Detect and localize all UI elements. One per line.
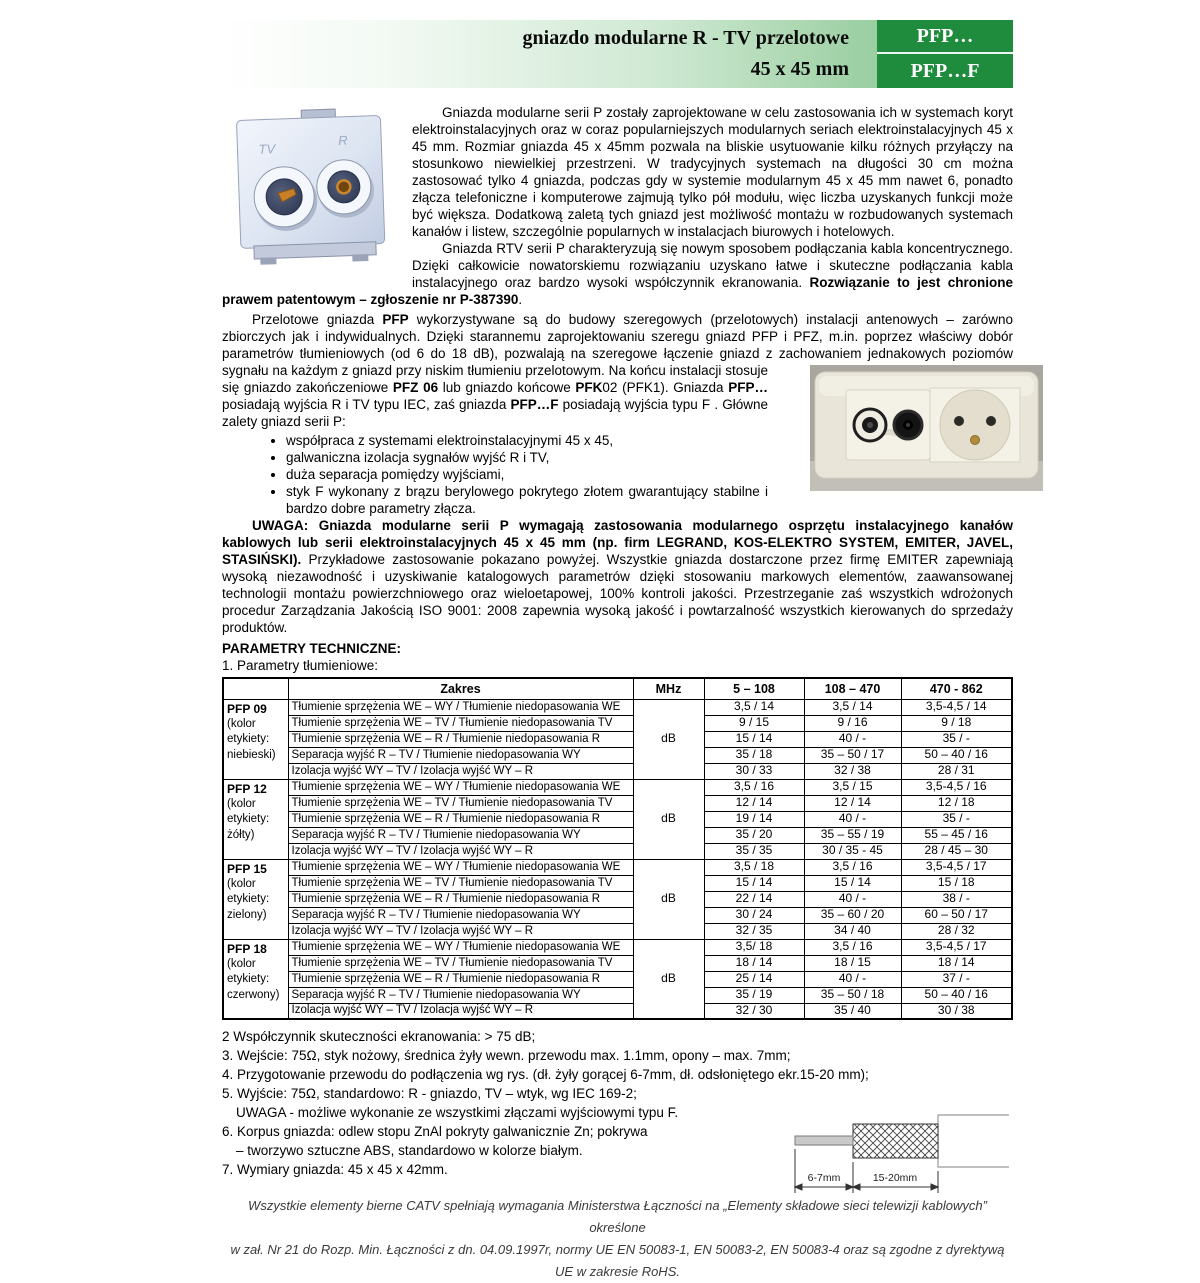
- value-cell: 35 – 60 / 20: [804, 907, 901, 923]
- value-cell: 15 / 14: [704, 875, 804, 891]
- intro-p2-text: Gniazda RTV serii P charakteryzują się nowym sposobem podłączania kabla koncentrycznego. Dzięki całkowicie nowatorskiemu rozwiązaniu uzyskano łatwe i skuteczne podłączania kabla instalacyjnego oraz bardzo wysoki współczynnik ekranowania.: [412, 241, 1013, 290]
- parameter-label-cell: Tłumienie sprzężenia WE – TV / Tłumienie niedopasowania TV: [288, 715, 633, 731]
- value-cell: 12 / 14: [804, 795, 901, 811]
- note-line: 5. Wyjście: 75Ω, standardowo: R - gniazdo, TV – wtyk, wg IEC 169-2;: [222, 1086, 637, 1101]
- value-cell: 15 / 14: [704, 731, 804, 747]
- product-group-name: PFP 15: [227, 861, 267, 876]
- value-cell: 3,5-4,5 / 17: [901, 859, 1012, 875]
- footer-line1: Wszystkie elementy bierne CATV spełniają wymagania Ministerstwa Łączności na „Elementy składowe sieci telewizji kablowych” określone: [248, 1198, 987, 1235]
- table-header-cell: MHz: [633, 678, 704, 699]
- value-cell: 32 / 30: [704, 1003, 804, 1019]
- parameter-label-cell: Izolacja wyjść WY – TV / Izolacja wyjść WY – R: [288, 763, 633, 779]
- value-cell: 9 / 15: [704, 715, 804, 731]
- parameter-label-cell: Izolacja wyjść WY – TV / Izolacja wyjść WY – R: [288, 923, 633, 939]
- bracket-foot-left: [260, 257, 276, 265]
- pfp-bold-pfp: PFP: [382, 312, 409, 327]
- value-cell: 35 – 55 / 19: [804, 827, 901, 843]
- table-header-blank: [223, 678, 288, 699]
- value-cell: 55 – 45 / 16: [901, 827, 1012, 843]
- intro-p2-period: .: [518, 292, 523, 307]
- table-header-cell: 5 – 108: [704, 678, 804, 699]
- table-row: [223, 907, 1012, 923]
- value-cell: 35 / -: [901, 811, 1012, 827]
- value-cell: 50 – 40 / 16: [901, 747, 1012, 763]
- value-cell: 35 / 35: [704, 843, 804, 859]
- unit-cell: dB: [633, 939, 704, 1019]
- value-cell: 3,5 / 16: [804, 939, 901, 955]
- note-line: 7. Wymiary gniazda: 45 x 45 x 42mm.: [222, 1162, 448, 1177]
- pfp-f3: wykorzystywane są do budowy szeregowych (przelotowych) instalacji antenowych – zarówno zbiorczych jak i indywidualnych. Dzięki starannemu zaprojektowaniu szeregu gniazd PFP i PFZ, m.in. poprzez właściwy dobór parametrów tłumieniowych (od 6 do 18 dB), pozwalają na szeregowe łączenie gniazd z zachowaniem jednakowych poziomów sygnału na każdym z gniazd przy niskim: [222, 312, 1013, 378]
- tv-label: TV: [258, 141, 276, 157]
- table-row: [223, 827, 1012, 843]
- value-cell: 35 / 19: [704, 987, 804, 1003]
- value-cell: 3,5 / 14: [704, 699, 804, 715]
- value-cell: 30 / 24: [704, 907, 804, 923]
- feature-item: • duża separacja pomiędzy wyjściami,: [286, 466, 1013, 483]
- pfp-f12: posiadają wyjścia typu F . Główne zalety gniazd serii P:: [222, 397, 768, 429]
- value-cell: 38 / -: [901, 891, 1012, 907]
- table-row: [223, 779, 1012, 795]
- table-row: [223, 875, 1012, 891]
- parameter-label-cell: Izolacja wyjść WY – TV / Izolacja wyjść WY – R: [288, 1003, 633, 1019]
- parameter-label-cell: Tłumienie sprzężenia WE – WY / Tłumienie niedopasowania WE: [288, 859, 633, 875]
- unit-cell: dB: [633, 779, 704, 859]
- value-cell: 28 / 32: [901, 923, 1012, 939]
- pfp-paragraph: [222, 311, 1013, 430]
- product-group-cell: [223, 939, 288, 1019]
- table-row: [223, 955, 1012, 971]
- value-cell: 3,5 / 18: [704, 859, 804, 875]
- table-row: [223, 939, 1012, 955]
- table-header-cell: 108 – 470: [804, 678, 901, 699]
- product-photo: [222, 104, 398, 280]
- table-row: [223, 747, 1012, 763]
- parameter-label-cell: Separacja wyjść R – TV / Tłumienie niedopasowania WY: [288, 907, 633, 923]
- cable-prep-diagram: [793, 1103, 1013, 1201]
- value-cell: 60 – 50 / 17: [901, 907, 1012, 923]
- value-cell: 12 / 18: [901, 795, 1012, 811]
- table-row: [223, 859, 1012, 875]
- value-cell: 32 / 35: [704, 923, 804, 939]
- value-cell: 40 / -: [804, 811, 901, 827]
- cable-diagram-svg: [793, 1103, 1013, 1201]
- table-row: [223, 987, 1012, 1003]
- pfp-section: [222, 311, 1013, 517]
- pfp-f10: posiadają wyjścia R i TV typu IEC, zaś gniazda: [222, 397, 511, 412]
- value-cell: 15 / 18: [901, 875, 1012, 891]
- parameter-label-cell: Izolacja wyjść WY – TV / Izolacja wyjść WY – R: [288, 843, 633, 859]
- product-group-subtitle: (kolor etykiety: żółty): [227, 797, 270, 841]
- footer-line2: w zał. Nr 21 do Rozp. Min. Łączności z dn. 04.09.1997r, normy UE EN 50083-1, EN 50083-2, EN 50083-4 oraz są zgodne z dyrektywą UE w zakresie RoHS.: [230, 1242, 1005, 1279]
- intro-paragraph-1: Gniazda modularne serii P zostały zaprojektowane w celu zastosowania ich w systemach koryt elektroinstalacyjnych oraz w coraz popularniejszych modularnych seriach elektroinstalacyjnych 45 x 45 mm. Rozmiar gniazda 45 x 45mm pozwala na bliskie usytuowanie kilku różnych przyłączy na stosunkowo niewielkiej przestrzeni. W tradycyjnych systemach na długości 30 cm można zastosować tylko 4 gniazda, podczas gdy w systemie modularnym 45 x 45 mm nawet 6, ponadto złącza telefoniczne i komputerowe zajmują tylko pół modułu, więc liczba uzyskanych funkcji może być większa. Dodatkową zaletą tych gniazd jest możliwość montażu w rozbudowanych systemach kanałów i listew, szczególnie popularnych w instalacjach biurowych i hotelowych.: [412, 105, 1013, 239]
- parameter-label-cell: Tłumienie sprzężenia WE – R / Tłumienie niedopasowania R: [288, 811, 633, 827]
- uwaga-bold-text: UWAGA: Gniazda modularne serii P wymagają zastosowania modularnego osprzętu instalacyjnego kanałów kablowych lub serii elektroinstalacyjnych 45 x 45 mm (np. firm LEGRAND, KOS-ELEKTRO SYSTEM, EMITER, JAVEL, STASIŃSKI).: [222, 518, 1013, 567]
- unit-cell: dB: [633, 699, 704, 779]
- product-group-cell: [223, 779, 288, 859]
- value-cell: 3,5 / 16: [804, 859, 901, 875]
- parameter-label-cell: Tłumienie sprzężenia WE – WY / Tłumienie niedopasowania WE: [288, 699, 633, 715]
- product-group-subtitle: (kolor etykiety: czerwony): [227, 957, 280, 1001]
- value-cell: 3,5-4,5 / 14: [901, 699, 1012, 715]
- feature-item: • galwaniczna izolacja sygnałów wyjść R i TV,: [286, 449, 1013, 466]
- power-socket-module: [930, 388, 1020, 462]
- table-row: [223, 1003, 1012, 1019]
- product-group-subtitle: (kolor etykiety: zielony): [227, 877, 270, 921]
- value-cell: 3,5/ 18: [704, 939, 804, 955]
- product-group-name: PFP 18: [227, 941, 267, 956]
- pfp-f1: Przelotowe gniazda: [252, 312, 383, 327]
- note-line: 6. Korpus gniazda: odlew stopu ZnAl pokryty galwanicznie Zn; pokrywa: [222, 1124, 648, 1139]
- value-cell: 9 / 16: [804, 715, 901, 731]
- notes-section: [222, 1027, 1013, 1184]
- table-row: [223, 843, 1012, 859]
- parameter-label-cell: Separacja wyjść R – TV / Tłumienie niedopasowania WY: [288, 987, 633, 1003]
- feature-item: • współpraca z systemami elektroinstalacyjnymi 45 x 45,: [286, 432, 1013, 449]
- note-line: 4. Przygotowanie przewodu do podłączenia wg rys. (dł. żyły gorącej 6-7mm, dł. odsłoniętego ekr.15-20 mm);: [222, 1067, 869, 1082]
- value-cell: 3,5-4,5 / 17: [901, 939, 1012, 955]
- note-line: 3. Wejście: 75Ω, styk nożowy, średnica żyły wewn. przewodu max. 1.1mm, opony – max. 7mm;: [222, 1048, 791, 1063]
- rtv-socket-module: [846, 390, 930, 460]
- ground-pin: [971, 436, 980, 445]
- dim-label-braid: 15-20mm: [872, 1172, 918, 1184]
- value-cell: 18 / 15: [804, 955, 901, 971]
- value-cell: 19 / 14: [704, 811, 804, 827]
- value-cell: 35 / 20: [704, 827, 804, 843]
- doc-title: [222, 20, 863, 88]
- value-cell: 15 / 14: [804, 875, 901, 891]
- center-conductor: [795, 1136, 853, 1145]
- dimension-arrows: [795, 1184, 938, 1190]
- value-cell: 3,5 / 15: [804, 779, 901, 795]
- product-code-box: [877, 20, 1013, 88]
- value-cell: 22 / 14: [704, 891, 804, 907]
- bracket-foot-right: [352, 254, 368, 262]
- pfp-bold-pfpf: PFP…F: [510, 397, 559, 412]
- parameter-label-cell: Tłumienie sprzężenia WE – TV / Tłumienie niedopasowania TV: [288, 875, 633, 891]
- table-row: [223, 923, 1012, 939]
- value-cell: 30 / 33: [704, 763, 804, 779]
- power-hole-right: [986, 416, 996, 426]
- value-cell: 35 – 50 / 18: [804, 987, 901, 1003]
- value-cell: 30 / 38: [901, 1003, 1012, 1019]
- table-row: [223, 795, 1012, 811]
- feature-item: • styk F wykonany z brązu berylowego pokrytego złotem gwarantujący stabilne i bardzo dobre parametry złącza.: [286, 483, 1013, 517]
- attenuation-list-item: 1. Parametry tłumieniowe:: [222, 658, 379, 673]
- value-cell: 34 / 40: [804, 923, 901, 939]
- tech-params-heading: PARAMETRY TECHNICZNE:: [222, 641, 402, 656]
- rtv-module-illustration: [222, 104, 398, 280]
- product-group-name: PFP 09: [227, 701, 267, 716]
- application-photo: [780, 365, 1013, 491]
- pfp-bold-pfk: PFK: [575, 380, 603, 395]
- value-cell: 35 / 40: [804, 1003, 901, 1019]
- table-row: [223, 891, 1012, 907]
- r-label: R: [337, 132, 348, 148]
- parameter-label-cell: Separacja wyjść R – TV / Tłumienie niedopasowania WY: [288, 827, 633, 843]
- value-cell: 35 / -: [901, 731, 1012, 747]
- value-cell: 50 – 40 / 16: [901, 987, 1012, 1003]
- header-band: [222, 20, 1013, 88]
- unit-cell: dB: [633, 859, 704, 939]
- dim-label-core: 6-7mm: [807, 1172, 841, 1184]
- table-header-cell: Zakres: [288, 678, 633, 699]
- pfp-f8: 02 (PFK1). Gniazda: [602, 380, 729, 395]
- value-cell: 3,5-4,5 / 16: [901, 779, 1012, 795]
- parameter-label-cell: Tłumienie sprzężenia WE – R / Tłumienie niedopasowania R: [288, 971, 633, 987]
- parameter-label-cell: Tłumienie sprzężenia WE – TV / Tłumienie niedopasowania TV: [288, 795, 633, 811]
- pfp-f4: tłumieniu przelotowym. Na końcu instalacji stosuje się gniazdo zakończeniowe: [222, 363, 768, 395]
- note-line: 2 Współczynnik skuteczności ekranowania: > 75 dB;: [222, 1029, 536, 1044]
- pfp-bold-pfp-dots: PFP…: [728, 380, 769, 395]
- value-cell: 32 / 38: [804, 763, 901, 779]
- product-group-cell: [223, 699, 288, 779]
- value-cell: 3,5 / 14: [804, 699, 901, 715]
- uwaga-normal-text: Przykładowe zastosowanie pokazano powyżej. Wszystkie gniazda dostarczone przez firmę EMITER zapewniają wysoką niezawodność i uzyskiwanie katalogowych parametrów dzięki stosowaniu markowych elementów, zaawansowanej technologii montażu powierzchniowego oraz wieloetapowej, 100% kontroli jakości. Przestrzeganie zaś wszystkich wdrożonych procedur Zarządzania Jakością ISO 9001: 2008 zapewnia wysoką jakość i powtarzalność wszystkich kierowanych do sprzedaży produktów.: [222, 552, 1013, 635]
- pfp-f6: lub gniazdo końcowe: [438, 380, 576, 395]
- product-group-cell: [223, 859, 288, 939]
- value-cell: 40 / -: [804, 891, 901, 907]
- value-cell: 35 / 18: [704, 747, 804, 763]
- value-cell: 40 / -: [804, 971, 901, 987]
- pfp-bold-pfz06: PFZ 06: [392, 380, 439, 395]
- product-code-pfp: PFP…: [877, 20, 1013, 54]
- compliance-footer: [222, 1195, 1013, 1283]
- doc-title-line2: 45 x 45 mm: [750, 58, 849, 80]
- page: [222, 0, 1013, 1283]
- power-hole-left: [954, 416, 964, 426]
- parameter-label-cell: Tłumienie sprzężenia WE – TV / Tłumienie niedopasowania TV: [288, 955, 633, 971]
- parameter-label-cell: Tłumienie sprzężenia WE – WY / Tłumienie niedopasowania WE: [288, 779, 633, 795]
- patent-statement: Rozwiązanie to jest chronione prawem patentowym – zgłoszenie nr P-387390: [222, 275, 1014, 307]
- value-cell: 28 / 31: [901, 763, 1012, 779]
- value-cell: 18 / 14: [901, 955, 1012, 971]
- parameter-label-cell: Tłumienie sprzężenia WE – R / Tłumienie niedopasowania R: [288, 731, 633, 747]
- value-cell: 25 / 14: [704, 971, 804, 987]
- table-row: [223, 763, 1012, 779]
- parameter-label-cell: Tłumienie sprzężenia WE – WY / Tłumienie niedopasowania WE: [288, 939, 633, 955]
- value-cell: 9 / 18: [901, 715, 1012, 731]
- intro-section: [222, 104, 1013, 308]
- cable-jacket: [938, 1115, 1009, 1167]
- parameter-label-cell: Tłumienie sprzężenia WE – R / Tłumienie niedopasowania R: [288, 891, 633, 907]
- value-cell: 35 – 50 / 17: [804, 747, 901, 763]
- value-cell: 12 / 14: [704, 795, 804, 811]
- doc-title-line1: gniazdo modularne R - TV przelotowe: [522, 27, 849, 49]
- table-row: [223, 699, 1012, 715]
- product-group-name: PFP 12: [227, 781, 267, 796]
- value-cell: 40 / -: [804, 731, 901, 747]
- uwaga-paragraph: [222, 517, 1013, 636]
- product-code-pfpf: PFP…F: [910, 60, 980, 82]
- note-line: – tworzywo sztuczne ABS, standardowo w kolorze białym.: [236, 1143, 583, 1158]
- parameter-label-cell: Separacja wyjść R – TV / Tłumienie niedopasowania WY: [288, 747, 633, 763]
- value-cell: 37 / -: [901, 971, 1012, 987]
- table-row: [223, 811, 1012, 827]
- product-group-subtitle: (kolor etykiety: niebieski): [227, 717, 276, 761]
- table-header-row: [223, 678, 1012, 699]
- table-row: [223, 731, 1012, 747]
- attenuation-table: [222, 677, 1013, 1020]
- table-header-cell: 470 - 862: [901, 678, 1012, 699]
- value-cell: 3,5 / 16: [704, 779, 804, 795]
- table-row: [223, 971, 1012, 987]
- note-line: UWAGA - możliwe wykonanie ze wszystkimi złączami wyjściowymi typu F.: [236, 1105, 679, 1120]
- value-cell: 18 / 14: [704, 955, 804, 971]
- wall-socket-photo: [810, 365, 1043, 491]
- table-row: [223, 715, 1012, 731]
- value-cell: 30 / 35 - 45: [804, 843, 901, 859]
- value-cell: 28 / 45 – 30: [901, 843, 1012, 859]
